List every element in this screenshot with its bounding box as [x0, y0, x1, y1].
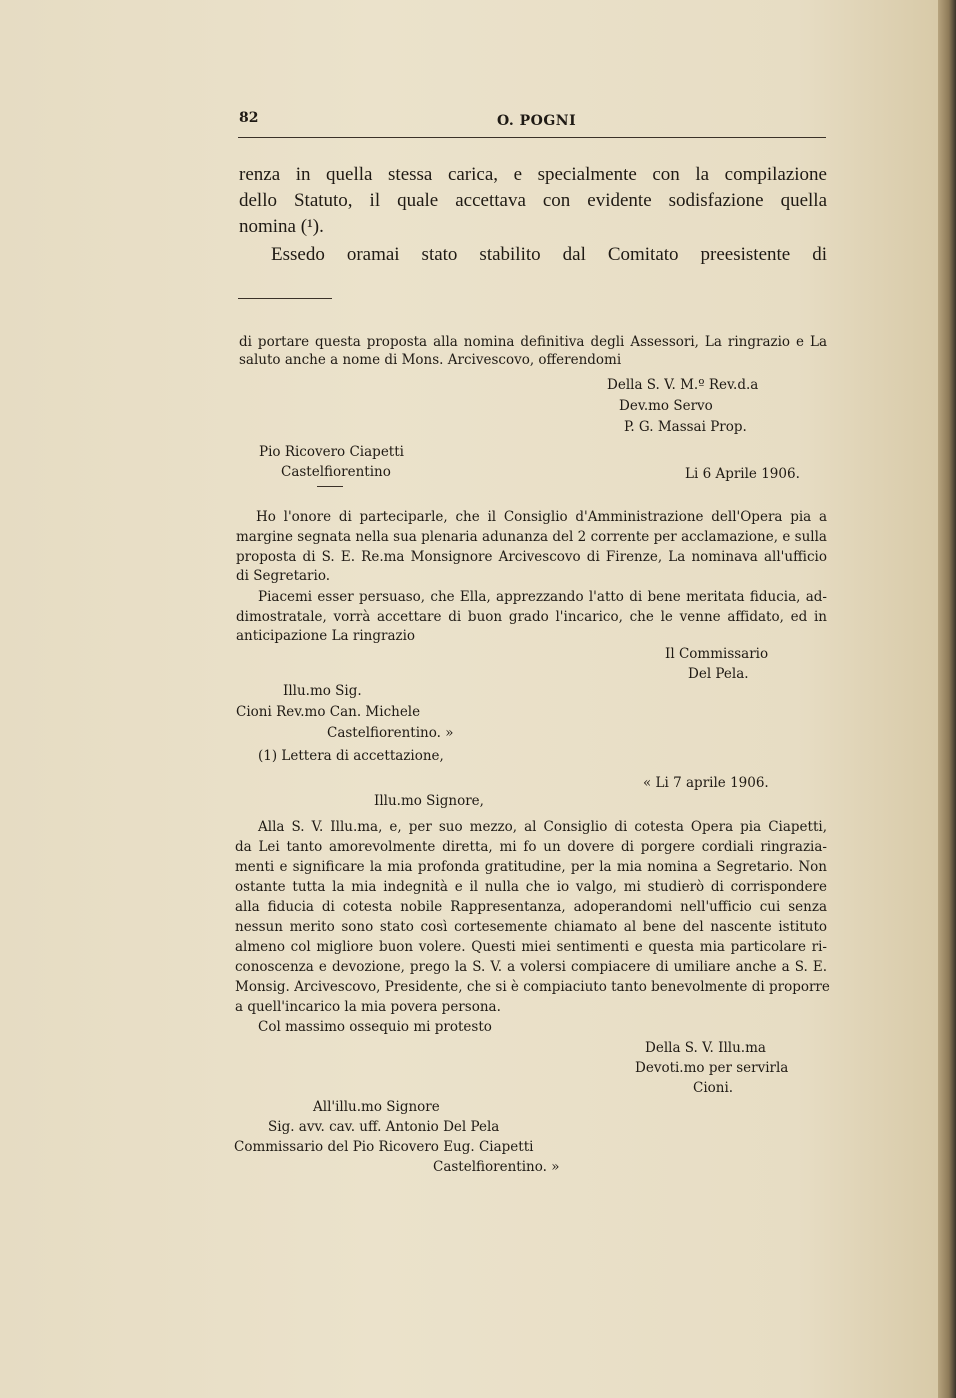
body-line: nomina (¹). [239, 216, 324, 237]
letter-line: alla fiducia di cotesta nobile Rappresentanza, adoperandomi nell'ufficio cui senza [235, 899, 827, 915]
signature-line: Il Commissario [665, 646, 769, 662]
running-title: O. POGNI [497, 113, 577, 129]
address-line: Illu.mo Sig. [283, 683, 362, 699]
date-line: « Li 7 aprile 1906. [643, 775, 769, 791]
letter-line: Col massimo ossequio mi protesto [258, 1019, 492, 1035]
letter-line: conoscenza e devozione, prego la S. V. a volersi compiacere di umiliare anche a S. E. [235, 959, 827, 975]
letter-line: Piacemi esser persuaso, che Ella, apprezzando l'atto di bene meritata fiducia, ad- [258, 589, 827, 605]
address-line: Cioni Rev.mo Can. Michele [236, 704, 421, 720]
letter-line: anticipazione La ringrazio [236, 628, 416, 644]
footnote-separator [238, 298, 332, 299]
letter-line: Alla S. V. Illu.ma, e, per suo mezzo, al Consiglio di cotesta Opera pia Ciapetti, [258, 819, 827, 835]
date-line: Li 6 Aprile 1906. [685, 466, 800, 482]
closing-line: Dev.mo Servo [619, 398, 713, 414]
footnote-line: di portare questa proposta alla nomina definitiva degli Assessori, La ringrazio e La [239, 334, 827, 350]
short-rule [317, 486, 343, 487]
letter-line: proposta di S. E. Re.ma Monsignore Arcivescovo di Firenze, La nominava all'ufficio [236, 549, 827, 565]
letter-line: menti e significare la mia profonda gratitudine, per la mia nomina a Segretario. Non [235, 859, 827, 875]
signature: Cioni. [693, 1080, 734, 1096]
letter-line: ostante tutta la mia indegnità e il nulla che io valgo, mi studierò di corrispondere [235, 879, 827, 895]
letter-line: a quell'incarico la mia povera persona. [235, 999, 501, 1015]
address-line: Castelfiorentino. » [433, 1159, 560, 1175]
closing-line: Della S. V. Illu.ma [645, 1040, 766, 1056]
body-line: renza in quella stessa carica, e specialmente con la compilazione [239, 164, 827, 185]
letter-line: dimostratale, vorrà accettare di buon grado l'incarico, che le venne affidato, ed in [236, 609, 827, 625]
letter-line: di Segretario. [236, 568, 330, 584]
salutation: Illu.mo Signore, [374, 793, 484, 809]
page-edge-shadow [938, 0, 956, 1398]
address-line: Commissario del Pio Ricovero Eug. Ciapetti [234, 1139, 534, 1155]
letter-line: margine segnata nella sua plenaria adunanza del 2 corrente per acclamazione, e sulla [236, 529, 827, 545]
address-line: Castelfiorentino. » [327, 725, 454, 741]
signature: P. G. Massai Prop. [624, 419, 747, 435]
footnote-line: saluto anche a nome di Mons. Arcivescovo, offerendomi [239, 352, 622, 368]
body-line: Essedo oramai stato stabilito dal Comitato preesistente di [271, 244, 827, 265]
signature: Del Pela. [688, 666, 749, 682]
letter-line: almeno col migliore buon volere. Questi miei sentimenti e questa mia particolare ri- [235, 939, 827, 955]
letter-line: da Lei tanto amorevolmente diretta, mi fo un dovere di porgere cordiali ringrazia- [235, 839, 827, 855]
header-rule [238, 137, 826, 138]
closing-line: Della S. V. M.º Rev.d.a [607, 377, 759, 393]
closing-line: Devoti.mo per servirla [635, 1060, 789, 1076]
letter-line: Ho l'onore di parteciparle, che il Consiglio d'Amministrazione dell'Opera pia a [256, 509, 827, 525]
institution-line: Pio Ricovero Ciapetti [259, 444, 404, 460]
address-line: All'illu.mo Signore [313, 1099, 440, 1115]
institution-line: Castelfiorentino [281, 464, 391, 480]
page-number: 82 [239, 110, 259, 126]
address-line: Sig. avv. cav. uff. Antonio Del Pela [268, 1119, 500, 1135]
letter-line: nessun merito sono stato così cortesemente chiamato al bene del nascente istituto [235, 919, 827, 935]
letter-line: Monsig. Arcivescovo, Presidente, che si è compiaciuto tanto benevolmente di proporre [235, 979, 830, 995]
body-line: dello Statuto, il quale accettava con evidente sodisfazione quella [239, 190, 827, 211]
footnote-label: (1) Lettera di accettazione, [258, 748, 444, 764]
